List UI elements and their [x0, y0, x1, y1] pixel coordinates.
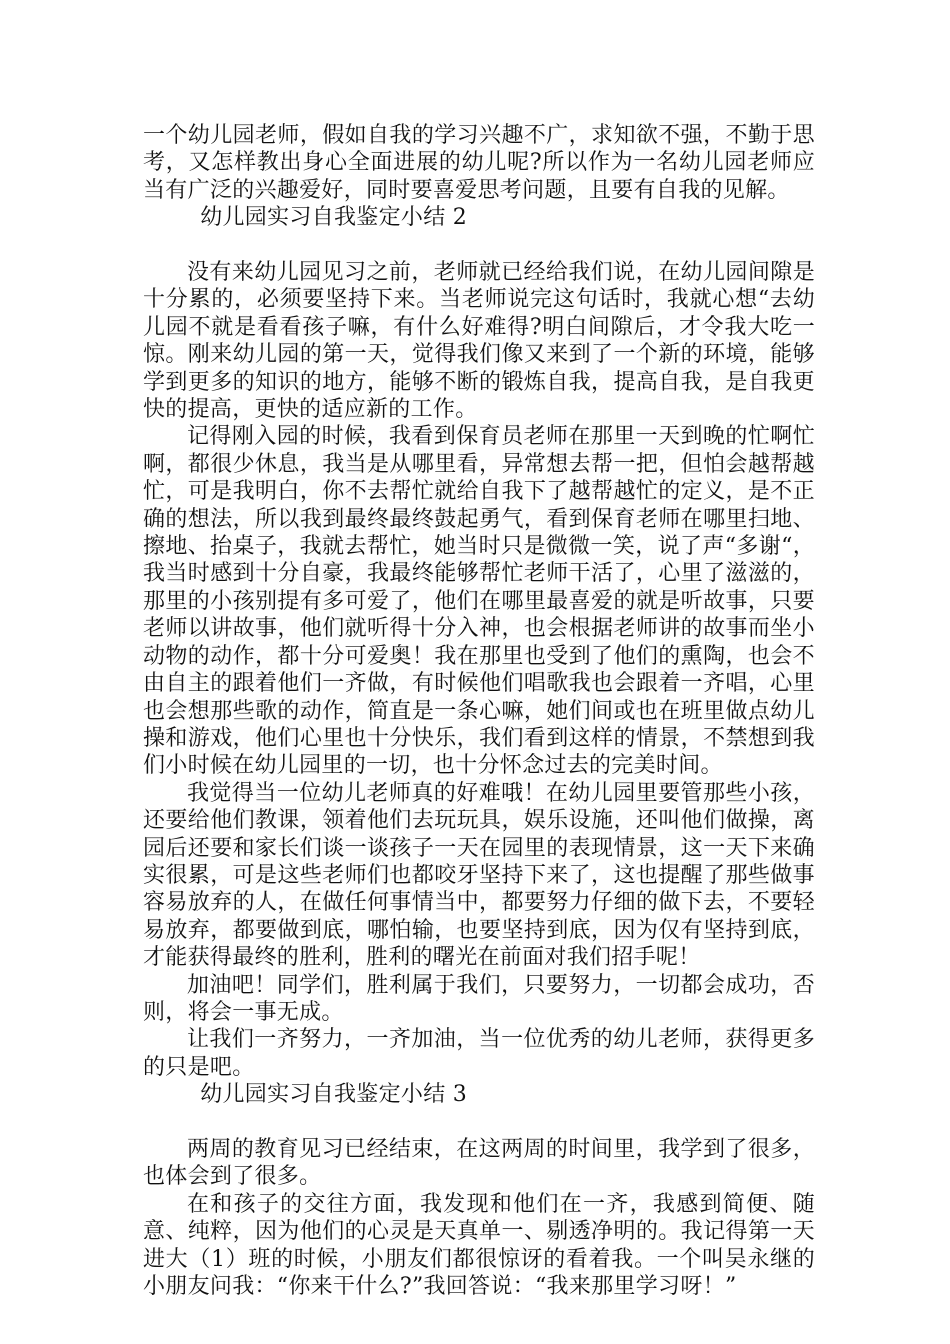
paragraph: 一个幼儿园老师，假如自我的学习兴趣不广，求知欲不强，不勤于思考，又怎样教出身心全面进展的幼儿呢?所以作为一名幼儿园老师应当有广泛的兴趣爱好，同时要喜爱思考问题，且要有自我的见解。: [143, 123, 815, 203]
section-heading: 幼儿园实习自我鉴定小结 3: [200, 1082, 468, 1108]
paragraph: 我觉得当一位幼儿老师真的好难哦！在幼儿园里要管那些小孩，还要给他们教课，领着他们去玩玩具，娱乐设施，还叫他们做操，离园后还要和家长们谈一谈孩子一天在园里的表现情景，这一天下来确实很累，可是这些老师们也都咬牙坚持下来了，这也提醒了那些做事容易放弃的人，在做任何事情当中，都要努力仔细的做下去，不要轻易放弃，都要做到底，哪怕输，也要坚持到底，因为仅有坚持到底，才能获得最终的胜利，胜利的曙光在前面对我们招手呢！: [143, 780, 815, 971]
paragraph: 让我们一齐努力，一齐加油，当一位优秀的幼儿老师，获得更多的只是吧。: [143, 1027, 815, 1080]
paragraph: 记得刚入园的时候，我看到保育员老师在那里一天到晚的忙啊忙啊，都很少休息，我当是从哪里看，异常想去帮一把，但怕会越帮越忙，可是我明白，你不去帮忙就给自我下了越帮越忙的定义，是不正确的想法，所以我到最终最终鼓起勇气，看到保育老师在哪里扫地、擦地、抬桌子，我就去帮忙，她当时只是微微一笑，说了声“多谢“，我当时感到十分自豪，我最终能够帮忙老师干活了，心里了滋滋的，那里的小孩别提有多可爱了，他们在哪里最喜爱的就是听故事，只要老师以讲故事，他们就听得十分入神，也会根据老师讲的故事而坐小动物的动作，都十分可爱奥！我在那里也受到了他们的熏陶，也会不由自主的跟着他们一齐做，有时候他们唱歌我也会跟着一齐唱，心里也会想那些歌的动作，简直是一条心嘛，她们间或也在班里做点幼儿操和游戏，他们心里也十分快乐，我们看到这样的情景，不禁想到我们小时候在幼儿园里的一切，也十分怀念过去的完美时间。: [143, 424, 815, 779]
paragraph: 两周的教育见习已经结束，在这两周的时间里，我学到了很多，也体会到了很多。: [143, 1137, 815, 1190]
section-heading: 幼儿园实习自我鉴定小结 2: [200, 205, 468, 231]
paragraph: 没有来幼儿园见习之前，老师就已经给我们说，在幼儿园间隙是十分累的，必须要坚持下来。当老师说完这句话时，我就心想“去幼儿园不就是看看孩子嘛，有什么好难得?明白间隙后，才令我大吃一惊。刚来幼儿园的第一天，觉得我们像又来到了一个新的环境，能够学到更多的知识的地方，能够不断的锻炼自我，提高自我，是自我更快的提高，更快的适应新的工作。: [143, 260, 815, 423]
paragraph: 在和孩子的交往方面，我发现和他们在一齐，我感到简便、随意、纯粹，因为他们的心灵是天真单一、剔透净明的。我记得第一天进大（1）班的时候，小朋友们都很惊讶的看着我。一个叫吴永继的小朋友问我：“你来干什么?”我回答说：“我来那里学习呀！”: [143, 1191, 815, 1300]
document-body: [143, 122, 815, 1300]
paragraph: 加油吧！同学们，胜利属于我们，只要努力，一切都会成功，否则，将会一事无成。: [143, 972, 815, 1025]
